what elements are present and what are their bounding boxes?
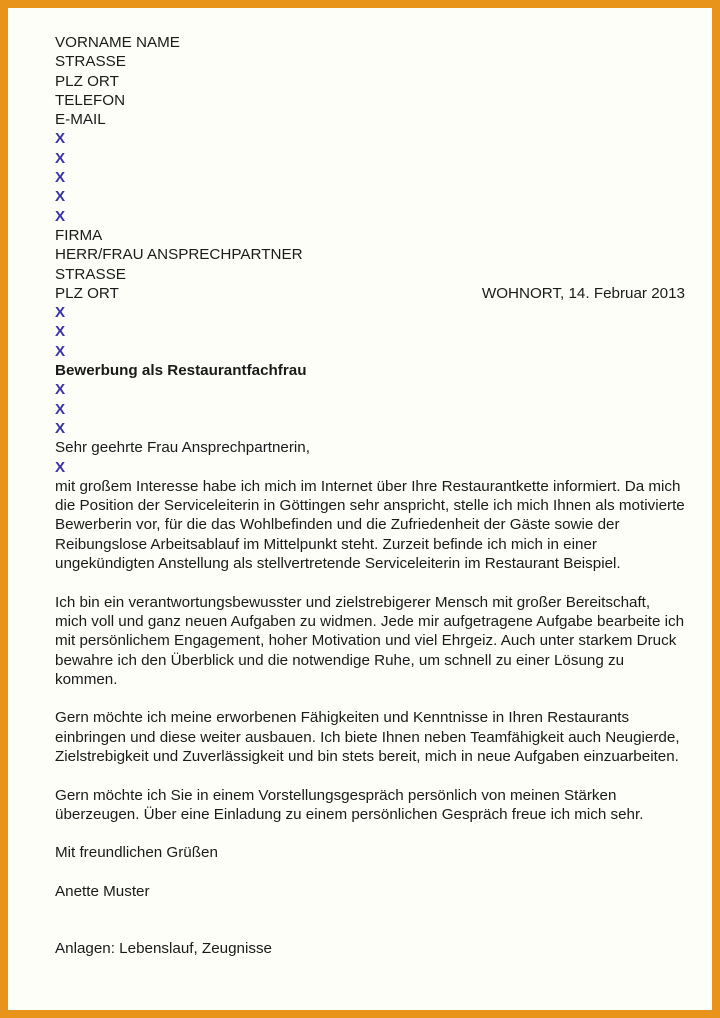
spacer-marker: X — [55, 381, 66, 399]
recipient-city-date-row — [55, 284, 685, 303]
body-paragraph — [55, 786, 685, 825]
attachments: Anlagen: Lebenslauf, Zeugnisse — [55, 940, 273, 958]
salutation: Sehr geehrte Frau Ansprechpartnerin, — [55, 439, 310, 457]
body-paragraph — [55, 708, 685, 766]
body-line: mit großem Interesse habe ich mich im Internet über Ihre Restaurantkette informiert. Da mich — [55, 477, 681, 495]
body-line: Zielstrebigkeit und Zuverlässigkeit und bin stets bereit, mich in neue Aufgaben einzuarbeiten. — [55, 747, 679, 765]
body-line: Bewerberin vor, für die das Wohlbefinden und die Zufriedenheit der Gäste sowie der — [55, 516, 620, 534]
sender-phone: TELEFON — [55, 91, 126, 109]
spacer-marker: X — [55, 188, 66, 206]
sender-block — [55, 33, 685, 129]
spacer-marker: X — [55, 130, 66, 148]
recipient-street: STRASSE — [55, 265, 126, 283]
body-line: Gern möchte ich Sie in einem Vorstellungsgespräch persönlich von meinen Stärken — [55, 786, 617, 804]
spacer-marker: X — [55, 169, 66, 187]
body-line: mich voll und ganz neuen Aufgaben zu widmen. Jede mir aufgetragene Aufgabe bearbeite ich — [55, 612, 685, 630]
sender-city: PLZ ORT — [55, 72, 119, 90]
subject-line: Bewerbung als Restaurantfachfrau — [55, 362, 307, 380]
place-date: WOHNORT, 14. Februar 2013 — [481, 284, 685, 302]
spacer — [55, 901, 685, 939]
body-line: Reibungslose Arbeitsablauf im Mittelpunkt steht. Zurzeit befinde ich mich in einer — [55, 535, 597, 553]
application-letter — [55, 33, 685, 959]
recipient-company: FIRMA — [55, 226, 103, 244]
spacer-marker: X — [55, 400, 66, 418]
body-line: bewahre ich den Überblick und die notwendige Ruhe, um schnell zu einer Lösung zu — [55, 651, 625, 669]
spacer-marker: X — [55, 419, 66, 437]
letter-page — [8, 8, 712, 1010]
body-line: kommen. — [55, 670, 118, 688]
closing-block — [55, 843, 685, 862]
sender-street: STRASSE — [55, 53, 126, 71]
body-line: einbringen und diese weiter ausbauen. Ich biete Ihnen neben Teamfähigkeit auch Neugierde, — [55, 728, 680, 746]
recipient-block — [55, 226, 685, 303]
body-paragraph — [55, 593, 685, 689]
body-line: überzeugen. Über eine Einladung zu einem persönlichen Gespräch freue ich mich sehr. — [55, 805, 644, 823]
signature-name: Anette Muster — [55, 883, 150, 901]
recipient-contact: HERR/FRAU ANSPRECHPARTNER — [55, 246, 303, 264]
body-line: die Position der Serviceleiterin in Göttingen sehr anspricht, stelle ich mich Ihnen als motivierte — [55, 497, 685, 515]
body-line: ungekündigten Anstellung als stellvertretende Serviceleiterin im Restaurant Beispiel. — [55, 555, 621, 573]
spacer-marker: X — [55, 342, 66, 360]
recipient-city: PLZ ORT — [55, 284, 119, 302]
spacer-marker: X — [55, 323, 66, 341]
body-paragraph — [55, 477, 685, 573]
spacer-marker: X — [55, 149, 66, 167]
spacer-marker: X — [55, 304, 66, 322]
spacer-marker: X — [55, 207, 66, 225]
signature-block — [55, 882, 685, 901]
body-line: mit persönlichem Engagement, hoher Motivation und viel Ehrgeiz. Auch unter starkem Druck — [55, 632, 677, 650]
sender-name: VORNAME NAME — [55, 34, 180, 51]
body-line: Gern möchte ich meine erworbenen Fähigkeiten und Kenntnisse in Ihren Restaurants — [55, 709, 630, 727]
spacer-marker: X — [55, 458, 66, 476]
body-line: Ich bin ein verantwortungsbewusster und zielstrebigerer Mensch mit großer Bereitschaft, — [55, 593, 651, 611]
sender-email: E-MAIL — [55, 111, 106, 129]
closing: Mit freundlichen Grüßen — [55, 844, 218, 862]
